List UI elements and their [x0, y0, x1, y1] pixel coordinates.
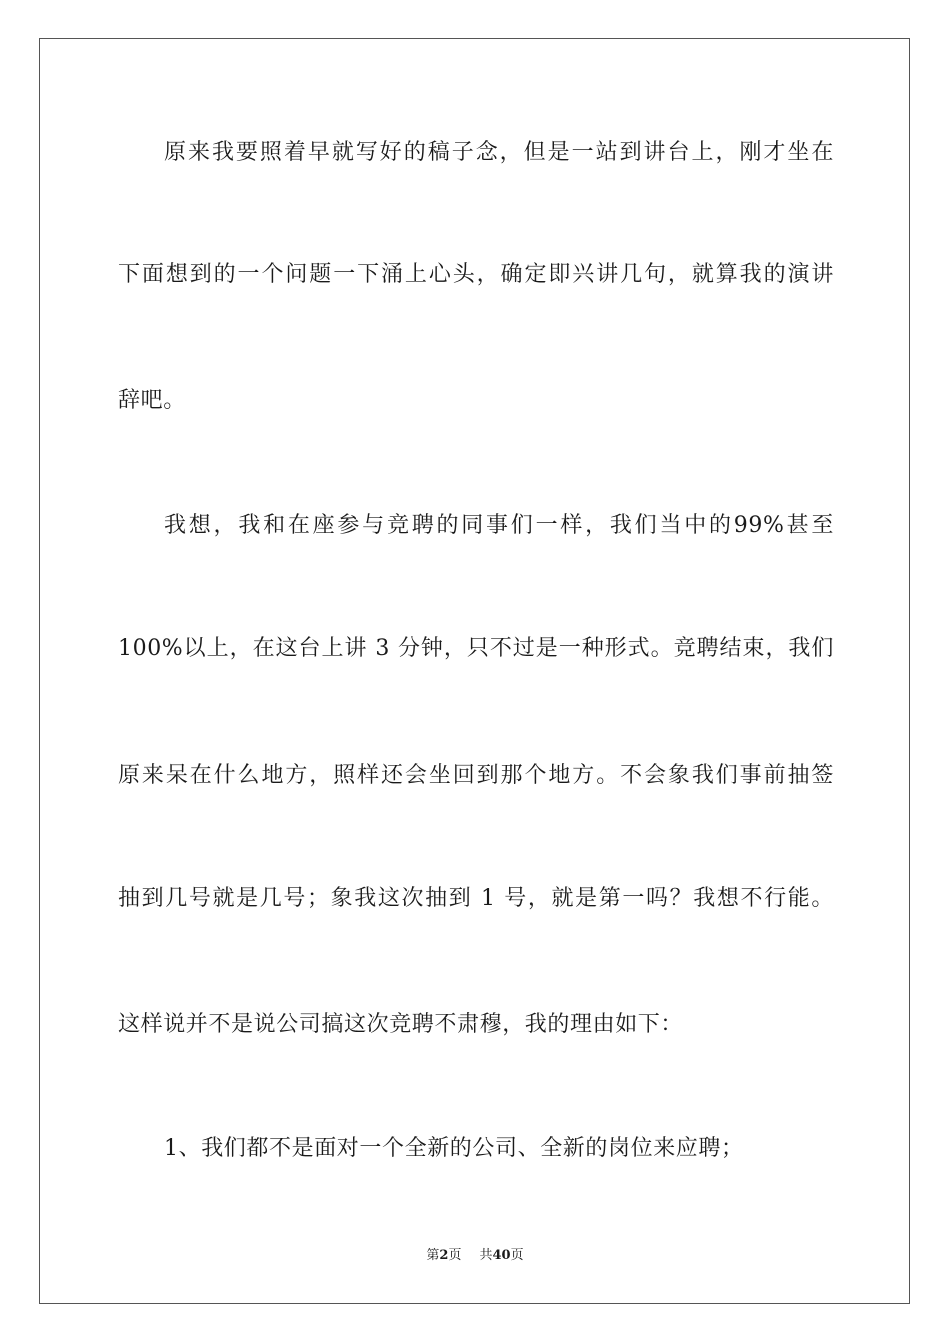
body-text-line-6: 原来呆在什么地方，照样还会坐回到那个地方。不会象我们事前抽签: [118, 763, 834, 788]
body-text-line-1: 原来我要照着早就写好的稿子念，但是一站到讲台上，刚才坐在: [164, 140, 834, 165]
footer-page-suffix: 页: [448, 1248, 462, 1263]
body-text-line-9: 1、我们都不是面对一个全新的公司、全新的岗位来应聘；: [164, 1136, 744, 1161]
footer-page-number: 2: [439, 1248, 449, 1263]
page-frame: [39, 38, 910, 1304]
footer-total-pages: 40: [492, 1248, 511, 1263]
page-footer: [0, 1247, 950, 1265]
body-text-line-7: 抽到几号就是几号；象我这次抽到 1 号，就是第一吗？我想不行能。: [118, 886, 834, 911]
body-text-line-2: 下面想到的一个问题一下涌上心头，确定即兴讲几句，就算我的演讲: [118, 262, 834, 287]
body-text-line-8: 这样说并不是说公司搞这次竞聘不肃穆，我的理由如下：: [118, 1012, 684, 1037]
footer-total-prefix: 共: [479, 1248, 493, 1263]
body-text-line-3: 辞吧。: [118, 388, 186, 413]
footer-page-prefix: 第: [426, 1248, 440, 1263]
body-text-line-4: 我想，我和在座参与竞聘的同事们一样，我们当中的99%甚至: [164, 513, 834, 538]
footer-total-suffix: 页: [510, 1248, 524, 1263]
body-text-line-5: 100%以上，在这台上讲 3 分钟，只不过是一种形式。竞聘结束，我们: [118, 636, 834, 661]
